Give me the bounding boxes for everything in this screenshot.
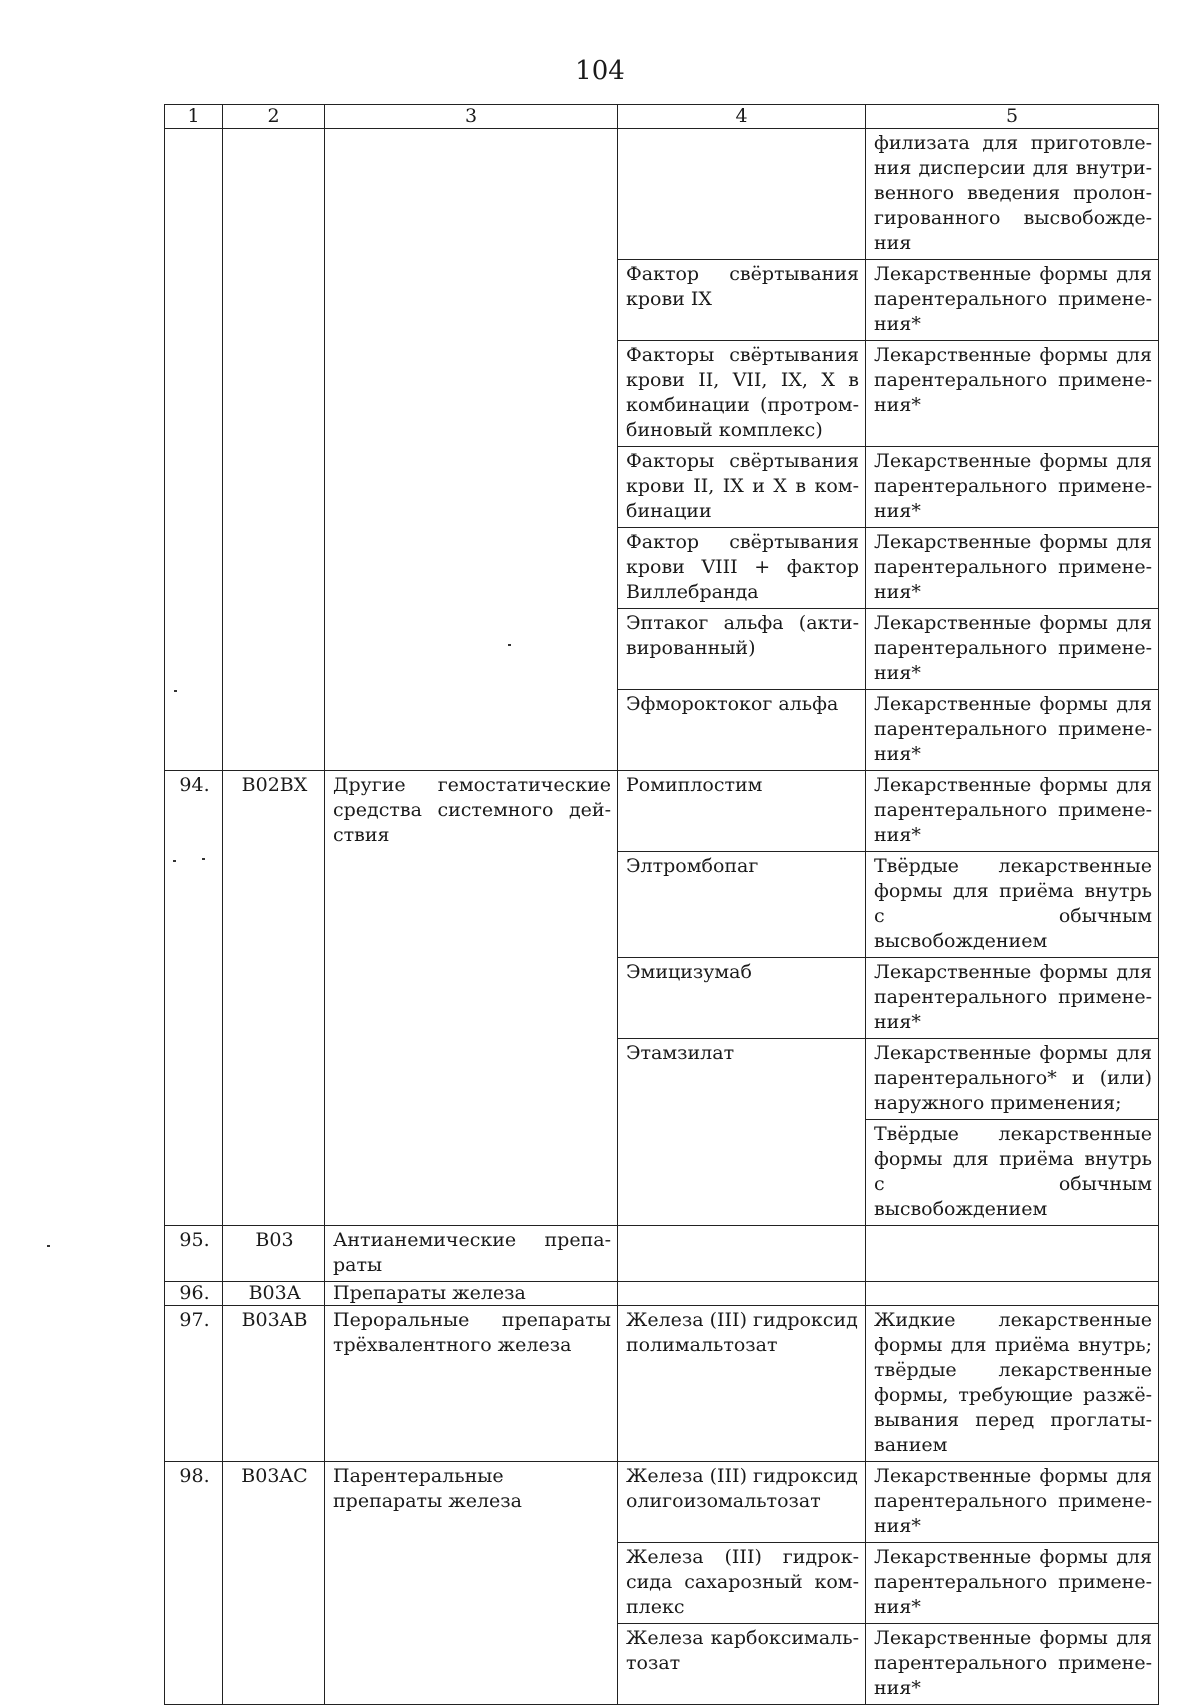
column-header-2: 2	[223, 105, 325, 129]
dosage-form-cell: Лекарственные формы для парентерального* и (или) наружного применения;	[866, 1039, 1159, 1120]
dosage-form-cell: Лекарственные формы для парентерального примене-ния*	[866, 1462, 1159, 1543]
group-cell	[325, 690, 618, 771]
scan-speck	[174, 690, 177, 692]
row-number-cell	[165, 260, 223, 341]
medication-table	[164, 104, 1159, 1705]
drug-name-cell: Ромиплостим	[618, 771, 866, 852]
drug-name-cell	[618, 1226, 866, 1282]
header-row	[165, 105, 1159, 129]
table-row	[165, 771, 1159, 852]
row-number-cell	[165, 528, 223, 609]
row-number-cell	[165, 447, 223, 528]
dosage-form-cell: Лекарственные формы для парентерального примене-ния*	[866, 447, 1159, 528]
scan-speck	[173, 860, 176, 862]
group-cell: Антианемические препа-раты	[325, 1226, 618, 1282]
column-header-3: 3	[325, 105, 618, 129]
table-row	[165, 1226, 1159, 1282]
dosage-form-cell: Лекарственные формы для парентерального примене-ния*	[866, 1624, 1159, 1705]
group-cell: Другие гемостатические средства системного дей-ствия	[325, 771, 618, 1226]
atc-code-cell: B03A	[223, 1282, 325, 1306]
atc-code-cell	[223, 609, 325, 690]
dosage-form-cell: Лекарственные формы для парентерального примене-ния*	[866, 528, 1159, 609]
row-number-cell	[165, 609, 223, 690]
table-row	[165, 609, 1159, 690]
column-header-4: 4	[618, 105, 866, 129]
dosage-form-cell: Твёрдые лекарственные формы для приёма внутрь с обычным высвобождением	[866, 852, 1159, 958]
dosage-form-cell: филизата для приготовле-ния дисперсии для внутри-венного введения пролон-гированного высвобожде-ния	[866, 129, 1159, 260]
dosage-form-cell: Лекарственные формы для парентерального примене-ния*	[866, 1543, 1159, 1624]
table-row	[165, 447, 1159, 528]
atc-code-cell: B03	[223, 1226, 325, 1282]
column-header-5: 5	[866, 105, 1159, 129]
drug-name-cell: Железа (III) гидрок-сида сахарозный ком-плекс	[618, 1543, 866, 1624]
atc-code-cell	[223, 528, 325, 609]
atc-code-cell	[223, 260, 325, 341]
drug-name-cell: Элтромбопаг	[618, 852, 866, 958]
drug-name-cell: Этамзилат	[618, 1039, 866, 1226]
atc-code-cell	[223, 341, 325, 447]
atc-code-cell	[223, 129, 325, 260]
dosage-form-cell: Твёрдые лекарственные формы для приёма внутрь с обычным высвобождением	[866, 1120, 1159, 1226]
group-cell: Пероральные препараты трёхвалентного железа	[325, 1306, 618, 1462]
page-number: 104	[575, 56, 625, 86]
drug-name-cell	[618, 1282, 866, 1306]
scan-speck	[508, 644, 511, 646]
atc-code-cell: B02BX	[223, 771, 325, 1226]
dosage-form-cell: Лекарственные формы для парентерального примене-ния*	[866, 958, 1159, 1039]
group-cell: Препараты железа	[325, 1282, 618, 1306]
table-row	[165, 528, 1159, 609]
dosage-form-cell: Лекарственные формы для парентерального примене-ния*	[866, 771, 1159, 852]
drug-name-cell: Факторы свёртывания крови II, VII, IX, X в комбинации (протром-биновый комплекс)	[618, 341, 866, 447]
row-number-cell: 98.	[165, 1462, 223, 1705]
row-number-cell	[165, 341, 223, 447]
table-row	[165, 129, 1159, 260]
atc-code-cell	[223, 447, 325, 528]
group-cell: Парентеральные препараты железа	[325, 1462, 618, 1705]
table-row	[165, 1306, 1159, 1462]
drug-name-cell: Фактор свёртывания крови IX	[618, 260, 866, 341]
row-number-cell: 97.	[165, 1306, 223, 1462]
row-number-cell	[165, 129, 223, 260]
atc-code-cell	[223, 690, 325, 771]
scan-speck	[47, 1245, 50, 1247]
drug-name-cell: Эптаког альфа (акти-вированный)	[618, 609, 866, 690]
drug-name-cell: Железа карбоксималь-тозат	[618, 1624, 866, 1705]
drug-name-cell: Железа (III) гидроксид олигоизомальтозат	[618, 1462, 866, 1543]
drug-name-cell: Железа (III) гидроксид полимальтозат	[618, 1306, 866, 1462]
drug-name-cell: Эфмороктоког альфа	[618, 690, 866, 771]
drug-name-cell: Фактор свёртывания крови VIII + фактор Виллебранда	[618, 528, 866, 609]
group-cell	[325, 341, 618, 447]
row-number-cell: 94.	[165, 771, 223, 1226]
column-header-1: 1	[165, 105, 223, 129]
scan-speck	[202, 858, 205, 860]
dosage-form-cell	[866, 1282, 1159, 1306]
table-row	[165, 260, 1159, 341]
drug-name-cell: Эмицизумаб	[618, 958, 866, 1039]
atc-code-cell: B03AB	[223, 1306, 325, 1462]
table-row	[165, 341, 1159, 447]
group-cell	[325, 447, 618, 528]
dosage-form-cell	[866, 1226, 1159, 1282]
dosage-form-cell: Жидкие лекарственные формы для приёма внутрь; твёрдые лекарственные формы, требующие разжё-вывания перед проглаты-ванием	[866, 1306, 1159, 1462]
group-cell	[325, 260, 618, 341]
dosage-form-cell: Лекарственные формы для парентерального примене-ния*	[866, 609, 1159, 690]
atc-code-cell: B03AC	[223, 1462, 325, 1705]
group-cell	[325, 609, 618, 690]
table-row	[165, 1282, 1159, 1306]
group-cell	[325, 129, 618, 260]
row-number-cell: 96.	[165, 1282, 223, 1306]
dosage-form-cell: Лекарственные формы для парентерального примене-ния*	[866, 690, 1159, 771]
row-number-cell: 95.	[165, 1226, 223, 1282]
group-cell	[325, 528, 618, 609]
dosage-form-cell: Лекарственные формы для парентерального примене-ния*	[866, 341, 1159, 447]
table-row	[165, 690, 1159, 771]
drug-name-cell: Факторы свёртывания крови II, IX и X в ком-бинации	[618, 447, 866, 528]
drug-name-cell	[618, 129, 866, 260]
dosage-form-cell: Лекарственные формы для парентерального примене-ния*	[866, 260, 1159, 341]
row-number-cell	[165, 690, 223, 771]
table-row	[165, 1462, 1159, 1543]
